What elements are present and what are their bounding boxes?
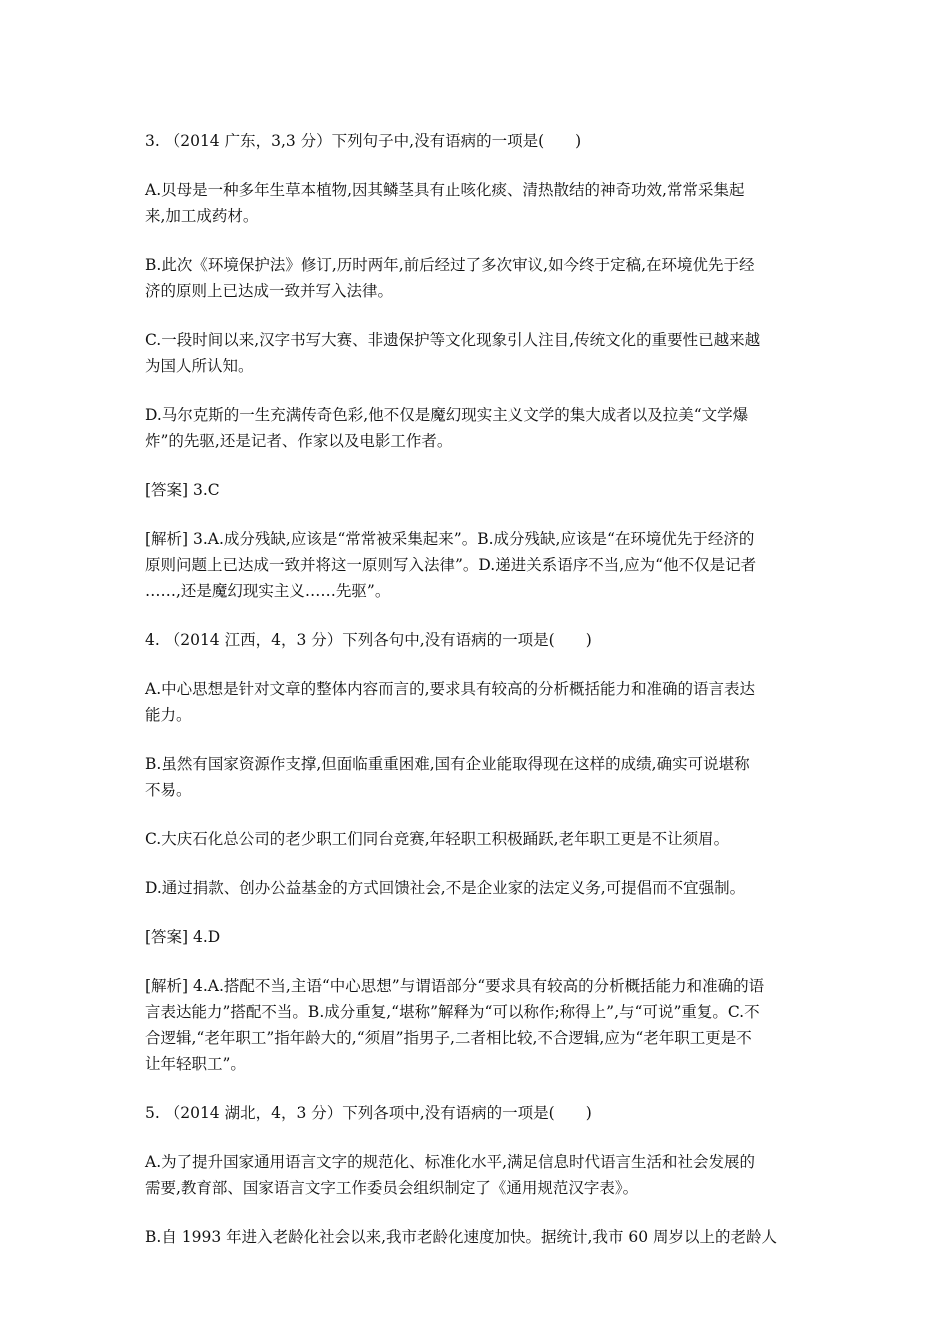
question-3-option-d — [145, 402, 810, 454]
text-line: C.一段时间以来,汉字书写大赛、非遗保护等文化现象引人注目,传统文化的重要性已越来越 — [145, 331, 761, 349]
question-4-answer — [145, 924, 810, 950]
text-line: 不易。 — [145, 781, 192, 799]
text-line: A.为了提升国家通用语言文字的规范化、标准化水平,满足信息时代语言生活和社会发展的 — [145, 1153, 756, 1171]
text-line: C.大庆石化总公司的老少职工们同台竞赛,年轻职工积极踊跃,老年职工更是不让须眉。 — [145, 830, 730, 848]
question-3-option-b — [145, 252, 810, 304]
text-line: 为国人所认知。 — [145, 357, 254, 375]
text-line: B.虽然有国家资源作支撑,但面临重重困难,国有企业能取得现在这样的成绩,确实可说堪称 — [145, 755, 750, 773]
text-line: 能力。 — [145, 706, 192, 724]
text-line: D.通过捐款、创办公益基金的方式回馈社会,不是企业家的法定义务,可提倡而不宜强制。 — [145, 879, 746, 897]
question-3-option-a — [145, 177, 810, 229]
text-line: B.此次《环境保护法》修订,历时两年,前后经过了多次审议,如今终于定稿,在环境优先于经 — [145, 256, 755, 274]
text-line: 来,加工成药材。 — [145, 207, 259, 225]
question-3-explanation — [145, 526, 810, 604]
text-line: 炸”的先驱,还是记者、作家以及电影工作者。 — [145, 432, 453, 450]
question-4-option-b — [145, 751, 810, 803]
question-5-option-a — [145, 1149, 810, 1201]
text-line: [解析] 4.A.搭配不当,主语“中心思想”与谓语部分“要求具有较高的分析概括能力和准确的语 — [145, 977, 765, 995]
text-line: [解析] 3.A.成分残缺,应该是“常常被采集起来”。B.成分残缺,应该是“在环境优先于经济的 — [145, 530, 755, 548]
text-line: [答案] 3.C — [145, 481, 220, 499]
question-5-option-b — [145, 1224, 810, 1250]
text-line: 原则问题上已达成一致并将这一原则写入法律”。D.递进关系语序不当,应为“他不仅是记者 — [145, 556, 757, 574]
question-4-option-d — [145, 875, 810, 901]
text-line: 合逻辑,“老年职工”指年龄大的,“须眉”指男子,二者相比较,不合逻辑,应为“老年职工更是不 — [145, 1029, 752, 1047]
question-3-option-c — [145, 327, 810, 379]
text-line: B.自 1993 年进入老龄化社会以来,我市老龄化速度加快。据统计,我市 60 周岁以上的老龄人 — [145, 1228, 778, 1246]
question-4-option-c — [145, 826, 810, 852]
text-line: 需要,教育部、国家语言文字工作委员会组织制定了《通用规范汉字表》。 — [145, 1179, 639, 1197]
question-3-answer — [145, 477, 810, 503]
text-line: 4. （2014 江西，4，3 分）下列各句中,没有语病的一项是( ) — [145, 631, 592, 649]
text-line: [答案] 4.D — [145, 928, 221, 946]
text-line: A.贝母是一种多年生草本植物,因其鳞茎具有止咳化痰、清热散结的神奇功效,常常采集起 — [145, 181, 745, 199]
question-3-stem — [145, 128, 810, 154]
text-line: 5. （2014 湖北，4，3 分）下列各项中,没有语病的一项是( ) — [145, 1104, 592, 1122]
question-4-explanation — [145, 973, 810, 1077]
question-4-stem — [145, 627, 810, 653]
text-line: ……,还是魔幻现实主义……先驱”。 — [145, 582, 391, 600]
text-line: 言表达能力”搭配不当。B.成分重复,“堪称”解释为“可以称作;称得上”,与“可说”重复。C.不 — [145, 1003, 760, 1021]
question-5-stem — [145, 1100, 810, 1126]
text-line: 3. （2014 广东，3,3 分）下列句子中,没有语病的一项是( ) — [145, 132, 582, 150]
question-4-option-a — [145, 676, 810, 728]
document-page — [145, 128, 810, 1273]
text-line: 济的原则上已达成一致并写入法律。 — [145, 282, 394, 300]
text-line: 让年轻职工”。 — [145, 1055, 246, 1073]
text-line: A.中心思想是针对文章的整体内容而言的,要求具有较高的分析概括能力和准确的语言表达 — [145, 680, 756, 698]
text-line: D.马尔克斯的一生充满传奇色彩,他不仅是魔幻现实主义文学的集大成者以及拉美“文学爆 — [145, 406, 749, 424]
